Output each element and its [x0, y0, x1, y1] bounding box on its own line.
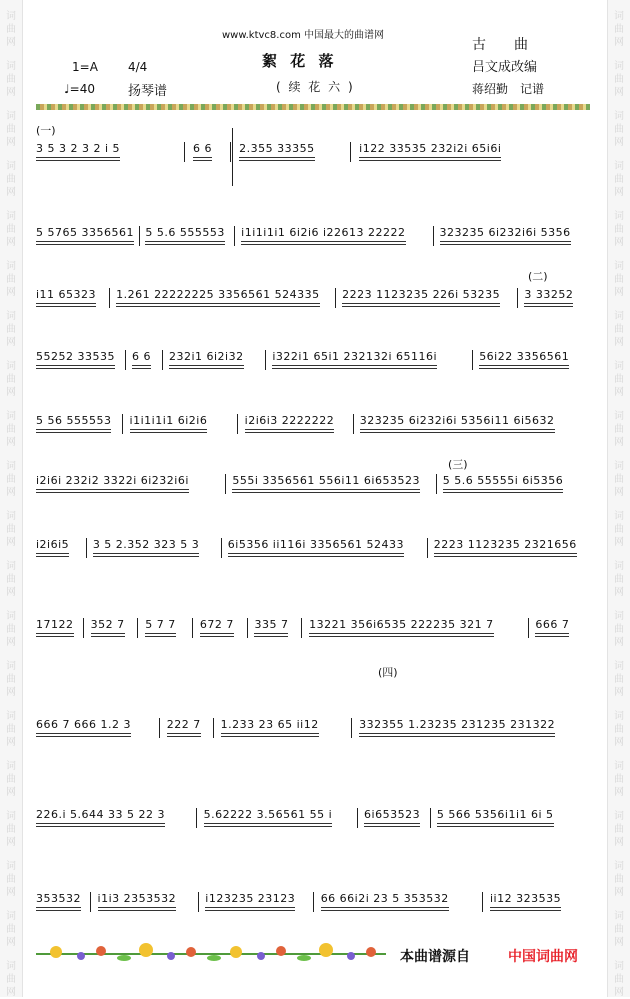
- measure: [364, 808, 420, 827]
- brand-link[interactable]: 中国词曲网: [508, 949, 578, 965]
- watermark-glyphs: 词 曲 网: [6, 261, 16, 298]
- measure: [36, 142, 120, 161]
- measure: [535, 618, 569, 637]
- measure: [132, 350, 151, 369]
- measure-notes: 666 7 666 1.2 3: [36, 718, 131, 731]
- barline: [184, 142, 185, 162]
- underline-beam: [232, 489, 420, 493]
- measure: [36, 892, 81, 911]
- underline-beam: [98, 907, 177, 911]
- watermark-glyphs: 词 曲 网: [614, 911, 624, 948]
- measure-notes: 3 5 3 2 3 2 i 5: [36, 142, 121, 155]
- measure: [200, 618, 234, 637]
- measure-notes: 335 7: [254, 618, 289, 631]
- measure-notes: 555i 3356561 556i11 6i653523: [232, 474, 420, 487]
- watermark-glyphs: 词 曲 网: [614, 711, 624, 748]
- watermark-glyphs: 词 曲 网: [6, 361, 16, 398]
- measure-notes: 672 7: [199, 618, 234, 631]
- watermark-glyphs: 词 曲 网: [6, 611, 16, 648]
- watermark-glyphs: 词 曲 网: [614, 311, 624, 348]
- barline: [313, 892, 314, 912]
- underline-beam: [364, 823, 420, 827]
- measure: [193, 142, 212, 161]
- watermark-glyphs: 词 曲 网: [6, 911, 16, 948]
- measure-notes: 323235 6i232i6i 5356: [439, 226, 571, 239]
- watermark-glyphs: 词 曲 网: [6, 961, 16, 998]
- measure: [245, 414, 335, 433]
- underline-beam: [169, 365, 244, 369]
- barline: [528, 618, 529, 638]
- underline-beam: [167, 733, 201, 737]
- watermark-glyphs: 词 曲 网: [6, 861, 16, 898]
- score-row: [36, 226, 590, 262]
- watermark-glyphs: 词 曲 网: [6, 511, 16, 548]
- measure-notes: i11 65323: [36, 288, 97, 301]
- score-row: [36, 288, 590, 324]
- watermark-glyphs: 词 曲 网: [614, 461, 624, 498]
- measure-notes: 353532: [36, 892, 81, 905]
- page-title: 絮 花 落: [262, 52, 338, 70]
- measure: [36, 350, 115, 369]
- watermark-glyphs: 词 曲 网: [6, 161, 16, 198]
- genre: 古 曲: [472, 37, 528, 53]
- barline: [350, 142, 351, 162]
- measure: [36, 414, 111, 433]
- watermark-glyphs: 词 曲 网: [6, 661, 16, 698]
- measure: [524, 288, 573, 307]
- underline-beam: [36, 489, 189, 493]
- time-signature: 4/4: [128, 60, 148, 74]
- barline: [213, 718, 214, 738]
- measure: [205, 892, 295, 911]
- underline-beam: [342, 303, 500, 307]
- watermark-glyphs: 词 曲 网: [614, 761, 624, 798]
- watermark-glyphs: 词 曲 网: [614, 11, 624, 48]
- arranger: 吕文成改编: [472, 60, 538, 75]
- measure-notes: i322i1 65i1 232132i 65116i: [272, 350, 438, 363]
- score-row: [36, 414, 590, 450]
- barline: [90, 892, 91, 912]
- measure-notes: i2i6i 232i2 3322i 6i232i6i: [36, 474, 189, 487]
- barline: [335, 288, 336, 308]
- measure-notes: 6i653523: [364, 808, 421, 821]
- measure-notes: 226.i 5.644 33 5 22 3: [36, 808, 166, 821]
- underline-beam: [359, 733, 555, 737]
- watermark-glyphs: 词 曲 网: [6, 811, 16, 848]
- measure-notes: 332355 1.23235 231235 231322: [359, 718, 556, 731]
- barline: [192, 618, 193, 638]
- measure-notes: 3 33252: [524, 288, 574, 301]
- score-row: [36, 808, 590, 844]
- key-signature: 1=A: [72, 60, 98, 74]
- watermark-glyphs: 词 曲 网: [614, 611, 624, 648]
- measure-notes: 55252 33535: [36, 350, 115, 363]
- section-label-4: (四): [378, 666, 398, 679]
- measure: [116, 288, 319, 307]
- measure: [36, 226, 134, 245]
- measure: [36, 808, 165, 827]
- barline: [482, 892, 483, 912]
- barline: [357, 808, 358, 828]
- underline-beam: [200, 633, 234, 637]
- instrument: 扬琴谱: [128, 84, 168, 99]
- watermark-glyphs: 词 曲 网: [6, 61, 16, 98]
- underline-beam: [434, 553, 577, 557]
- watermark-glyphs: 词 曲 网: [614, 161, 624, 198]
- underline-beam: [241, 241, 405, 245]
- measure: [36, 538, 69, 557]
- measure: [232, 474, 420, 493]
- underline-beam: [93, 553, 199, 557]
- measure-notes: ii12 323535: [489, 892, 562, 905]
- measure: [309, 618, 494, 637]
- watermark-glyphs: 词 曲 网: [6, 211, 16, 248]
- barline: [247, 618, 248, 638]
- measure-notes: i2i6i5: [36, 538, 70, 551]
- watermark-glyphs: 词 曲 网: [614, 411, 624, 448]
- measure: [98, 892, 177, 911]
- watermark-glyphs: 词 曲 网: [6, 761, 16, 798]
- watermark-glyphs: 词 曲 网: [614, 211, 624, 248]
- measure-notes: 66 66i2i 23 5 353532: [320, 892, 449, 905]
- decorative-divider: [36, 104, 590, 110]
- watermark-glyphs: 词 曲 网: [614, 961, 624, 998]
- barline: [301, 618, 302, 638]
- barline: [234, 226, 235, 246]
- watermark-glyphs: 词 曲 网: [6, 411, 16, 448]
- barline: [137, 618, 138, 638]
- section-label-1: (一): [36, 124, 56, 137]
- barline: [517, 288, 518, 308]
- barline: [122, 414, 123, 434]
- watermark-glyphs: 词 曲 网: [614, 61, 624, 98]
- measure: [440, 226, 571, 245]
- measure: [479, 350, 569, 369]
- underline-beam: [36, 733, 131, 737]
- underline-beam: [479, 365, 569, 369]
- section-label-3: (三): [448, 458, 468, 471]
- watermark-glyphs: 词 曲 网: [6, 111, 16, 148]
- barline: [162, 350, 163, 370]
- barline: [427, 538, 428, 558]
- underline-beam: [205, 907, 295, 911]
- underline-beam: [145, 633, 176, 637]
- watermark-glyphs: 词 曲 网: [614, 861, 624, 898]
- measure: [241, 226, 405, 245]
- measure-notes: 323235 6i232i6i 5356i11 6i5632: [359, 414, 555, 427]
- underline-beam: [221, 733, 319, 737]
- measure: [321, 892, 449, 911]
- watermark-glyphs: 词 曲 网: [6, 561, 16, 598]
- measure: [204, 808, 333, 827]
- measure-notes: 5 5.6 55555i 6i5356: [442, 474, 564, 487]
- barline: [265, 350, 266, 370]
- underline-beam: [245, 429, 335, 433]
- measure-notes: i1i1i1i1 6i2i6: [129, 414, 208, 427]
- subtitle: ( 续 花 六 ): [276, 80, 355, 94]
- barline: [139, 226, 140, 246]
- measure-notes: 2223 1123235 226i 53235: [342, 288, 501, 301]
- underline-beam: [145, 241, 224, 245]
- underline-beam: [254, 633, 288, 637]
- measure-notes: 5 5.6 555553: [145, 226, 225, 239]
- watermark-glyphs: 词 曲 网: [6, 461, 16, 498]
- measure-notes: 3 5 2.352 323 5 3: [92, 538, 200, 551]
- underline-beam: [239, 157, 314, 161]
- watermark-glyphs: 词 曲 网: [614, 111, 624, 148]
- underline-beam: [309, 633, 494, 637]
- measure: [359, 142, 501, 161]
- underline-beam: [36, 365, 115, 369]
- underline-beam: [36, 429, 111, 433]
- measure: [36, 474, 189, 493]
- transcriber: 蒋绍勤 记谱: [472, 82, 545, 96]
- measure: [239, 142, 314, 161]
- underline-beam: [36, 907, 81, 911]
- measure: [130, 414, 208, 433]
- measure: [443, 474, 564, 493]
- watermark-glyphs: 词 曲 网: [614, 561, 624, 598]
- measure: [91, 618, 125, 637]
- measure-notes: 2223 1123235 2321656: [433, 538, 577, 551]
- underline-beam: [36, 241, 134, 245]
- score-row: [36, 538, 590, 574]
- underline-beam: [443, 489, 564, 493]
- score-row: [36, 350, 590, 386]
- barline: [225, 474, 226, 494]
- measure-notes: 56i22 3356561: [479, 350, 570, 363]
- measure-notes: 1.261 22222225 3356561 524335: [116, 288, 320, 301]
- measure-notes: 1.233 23 65 ii12: [220, 718, 319, 731]
- measure: [36, 288, 96, 307]
- measure: [145, 618, 176, 637]
- barline: [351, 718, 352, 738]
- underline-beam: [36, 823, 165, 827]
- section-label-2: (二): [528, 270, 548, 283]
- measure: [145, 226, 224, 245]
- underline-beam: [36, 157, 120, 161]
- measure-notes: 6 6: [192, 142, 212, 155]
- barline: [436, 474, 437, 494]
- watermark-glyphs: 词 曲 网: [6, 711, 16, 748]
- score-row: [36, 142, 590, 178]
- site-url: www.ktvc8.com 中国最大的曲谱网: [222, 30, 385, 41]
- barline: [109, 288, 110, 308]
- measure-notes: 5 5765 3356561: [36, 226, 134, 239]
- barline: [86, 538, 87, 558]
- underline-beam: [437, 823, 554, 827]
- measure-notes: 6i5356 ii116i 3356561 52433: [227, 538, 404, 551]
- measure-notes: i122 33535 232i2i 65i6i: [359, 142, 502, 155]
- underline-beam: [228, 553, 404, 557]
- measure: [167, 718, 201, 737]
- measure: [360, 414, 555, 433]
- underline-beam: [132, 365, 151, 369]
- underline-beam: [36, 303, 96, 307]
- measure-notes: 5 7 7: [145, 618, 176, 631]
- measure-notes: 6 6: [132, 350, 152, 363]
- underline-beam: [524, 303, 573, 307]
- measure-notes: 17122: [36, 618, 74, 631]
- tempo: ♩=40: [64, 82, 95, 96]
- underline-beam: [116, 303, 319, 307]
- measure-notes: i1i3 2353532: [97, 892, 177, 905]
- measure: [342, 288, 500, 307]
- barline: [198, 892, 199, 912]
- barline: [472, 350, 473, 370]
- measure: [93, 538, 199, 557]
- barline: [221, 538, 222, 558]
- measure-notes: 232i1 6i2i32: [168, 350, 244, 363]
- measure: [36, 718, 131, 737]
- measure: [359, 718, 555, 737]
- measure: [169, 350, 244, 369]
- measure-notes: 5 56 555553: [36, 414, 112, 427]
- barline: [430, 808, 431, 828]
- underline-beam: [359, 157, 501, 161]
- measure: [254, 618, 288, 637]
- underline-beam: [321, 907, 449, 911]
- barline: [353, 414, 354, 434]
- measure-notes: 5.62222 3.56561 55 i: [203, 808, 333, 821]
- measure: [36, 618, 74, 637]
- underline-beam: [272, 365, 437, 369]
- measure: [437, 808, 554, 827]
- measure: [272, 350, 437, 369]
- measure-notes: 5 566 5356i1i1 6i 5: [436, 808, 554, 821]
- underline-beam: [130, 429, 208, 433]
- barline: [230, 142, 231, 162]
- flower-garland-icon: [36, 940, 386, 964]
- measure-notes: 222 7: [166, 718, 201, 731]
- barline: [83, 618, 84, 638]
- watermark-glyphs: 词 曲 网: [614, 361, 624, 398]
- measure-notes: i1i1i1i1 6i2i6 i22613 22222: [241, 226, 406, 239]
- underline-beam: [440, 241, 571, 245]
- measure-notes: 13221 356i6535 222235 321 7: [309, 618, 494, 631]
- measure: [490, 892, 561, 911]
- score-row: [36, 718, 590, 754]
- watermark-glyphs: 词 曲 网: [6, 311, 16, 348]
- watermark-glyphs: 词 曲 网: [614, 661, 624, 698]
- underline-beam: [36, 633, 74, 637]
- measure: [221, 718, 319, 737]
- barline: [433, 226, 434, 246]
- barline: [237, 414, 238, 434]
- measure: [228, 538, 404, 557]
- watermark-glyphs: 词 曲 网: [614, 511, 624, 548]
- measure-notes: 666 7: [535, 618, 570, 631]
- score-row: [36, 474, 590, 510]
- measure: [434, 538, 577, 557]
- watermark-glyphs: 词 曲 网: [6, 11, 16, 48]
- underline-beam: [36, 553, 69, 557]
- barline: [196, 808, 197, 828]
- watermark-glyphs: 词 曲 网: [614, 261, 624, 298]
- barline: [125, 350, 126, 370]
- barline: [159, 718, 160, 738]
- source-label: 本曲谱源自: [400, 949, 470, 965]
- underline-beam: [193, 157, 212, 161]
- measure-notes: 352 7: [90, 618, 125, 631]
- score-row: [36, 892, 590, 928]
- measure-notes: i2i6i3 2222222: [244, 414, 335, 427]
- underline-beam: [490, 907, 561, 911]
- underline-beam: [204, 823, 333, 827]
- watermark-glyphs: 词 曲 网: [614, 811, 624, 848]
- underline-beam: [91, 633, 125, 637]
- measure-notes: i123235 23123: [205, 892, 296, 905]
- underline-beam: [535, 633, 569, 637]
- flower-decoration: [36, 940, 386, 964]
- score-row: [36, 618, 590, 654]
- measure-notes: 2.355 33355: [239, 142, 315, 155]
- underline-beam: [360, 429, 555, 433]
